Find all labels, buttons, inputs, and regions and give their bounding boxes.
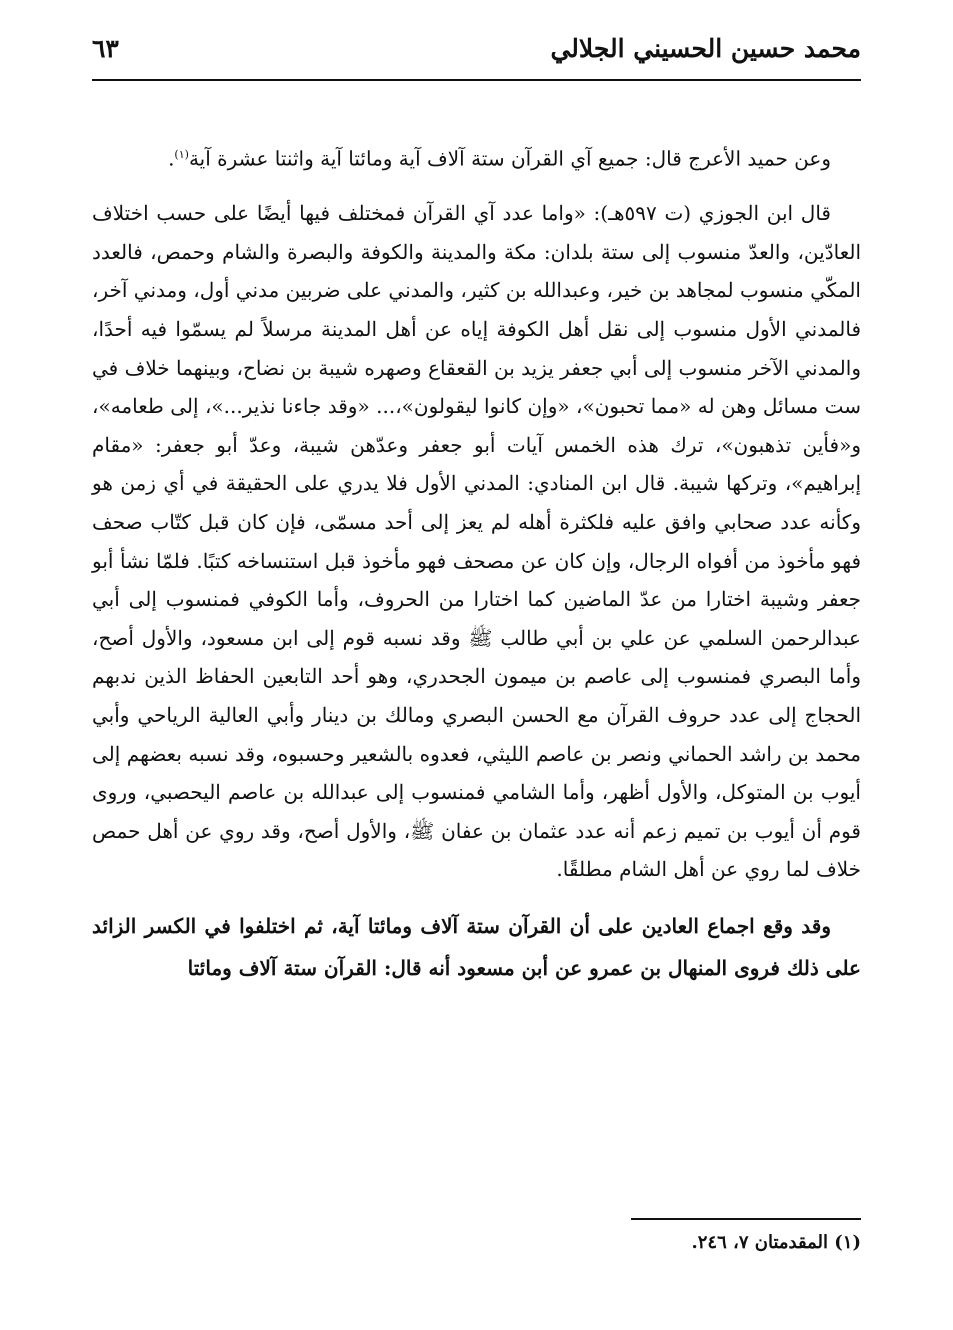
paragraph-3: وقد وقع اجماع العادين على أن القرآن ستة آلاف ومائتا آية، ثم اختلفوا في الكسر الزائد على ذلك فروى المنهال بن عمرو عن أبن مسعود أنه قال: القرآن ستة آلاف ومائتا (92, 913, 861, 980)
paragraph-1 (92, 136, 861, 178)
paragraph-2: قال ابن الجوزي (ت ٥٩٧هـ): «واما عدد آي القرآن فمختلف فيها أيضًا على حسب اختلاف العادّين، والعدّ منسوب إلى ستة بلدان: مكة والمدينة والكوفة والبصرة والشام وحمص، فالعدد المكّي منسوب لمجاهد بن خير، وعبدالله بن كثير، والمدني على ضربين مدني أول، ومدني آخر، فالمدني الأول منسوب إلى نقل أهل الكوفة إياه عن أهل المدينة مرسلاً لم يسمّوا فيه أحدًا، والمدني الآخر منسوب إلى أبي جعفر يزيد بن القعقاع وصهره شيبة بن نضاح، وبينهما خلاف في ست مسائل وهن له «مما تحبون»، «وإن كانوا ليقولون»،... «وقد جاءنا نذير...»، إلى طعامه»، و«فأين تذهبون»، ترك هذه الخمس آيات أبو جعفر وعدّهن شيبة، وعدّ أبو جعفر: «مقام إبراهيم»، وتركها شيبة. قال ابن المنادي: المدني الأول فلا يدري على الحقيقة في أي زمن هو وكأنه عدد صحابي وافق عليه فلكثرة أهله لم يعز إلى أحد مسمّى، فإن كان قبل كتّاب صحف فهو مأخوذ من أفواه الرجال، وإن كان عن مصحف فهو مأخوذ قبل استنساخه كتبًا. فلمّا نشأ أبو جعفر وشيبة اختارا من عدّ الماضين كما اختارا من الحروف، وأما الكوفي فمنسوب إلى أبي عبدالرحمن السلمي عن علي بن أبي طالب ﷺ وقد نسبه قوم إلى ابن مسعود، والأول أصح، وأما البصري فمنسوب إلى عاصم بن ميمون الجحدري، وهو أحد التابعين الحفاظ الذين ندبهم الحجاج إلى عدد حروف القرآن مع الحسن البصري ومالك بن دينار وأبي العالية الرياحي وأبي محمد بن راشد الحماني ونصر بن عاصم الليثي، فعدوه بالشعير وحسبوه، وقد نسبه بعضهم إلى أيوب بن المتوكل، والأول أظهر، وأما الشامي فمنسوب إلى عبدالله بن عاصم اليحصبي، وروى قوم أن أيوب بن تميم زعم أنه عدد عثمان بن عفان ﷺ، والأول أصح، وقد روي عن أهل حمص خلاف لما روي عن أهل الشام مطلقًا. (92, 201, 861, 882)
running-title: محمد حسين الحسيني الجلالي (550, 34, 861, 63)
page-header (92, 28, 861, 80)
page-number: ٦٣ (92, 34, 119, 63)
main-text (92, 136, 861, 989)
footnote-rule (631, 1218, 861, 1220)
header-rule (92, 79, 861, 81)
footnote-marker: (١) (174, 148, 189, 161)
paragraph-1-end: . (168, 146, 175, 171)
paragraph-1-text: وعن حميد الأعرج قال: جميع آي القرآن ستة آلاف آية ومائتا آية واثنتا عشرة آية (188, 146, 831, 171)
footnote: (١) المقدمتان ٧، ٢٤٦. (691, 1232, 861, 1253)
